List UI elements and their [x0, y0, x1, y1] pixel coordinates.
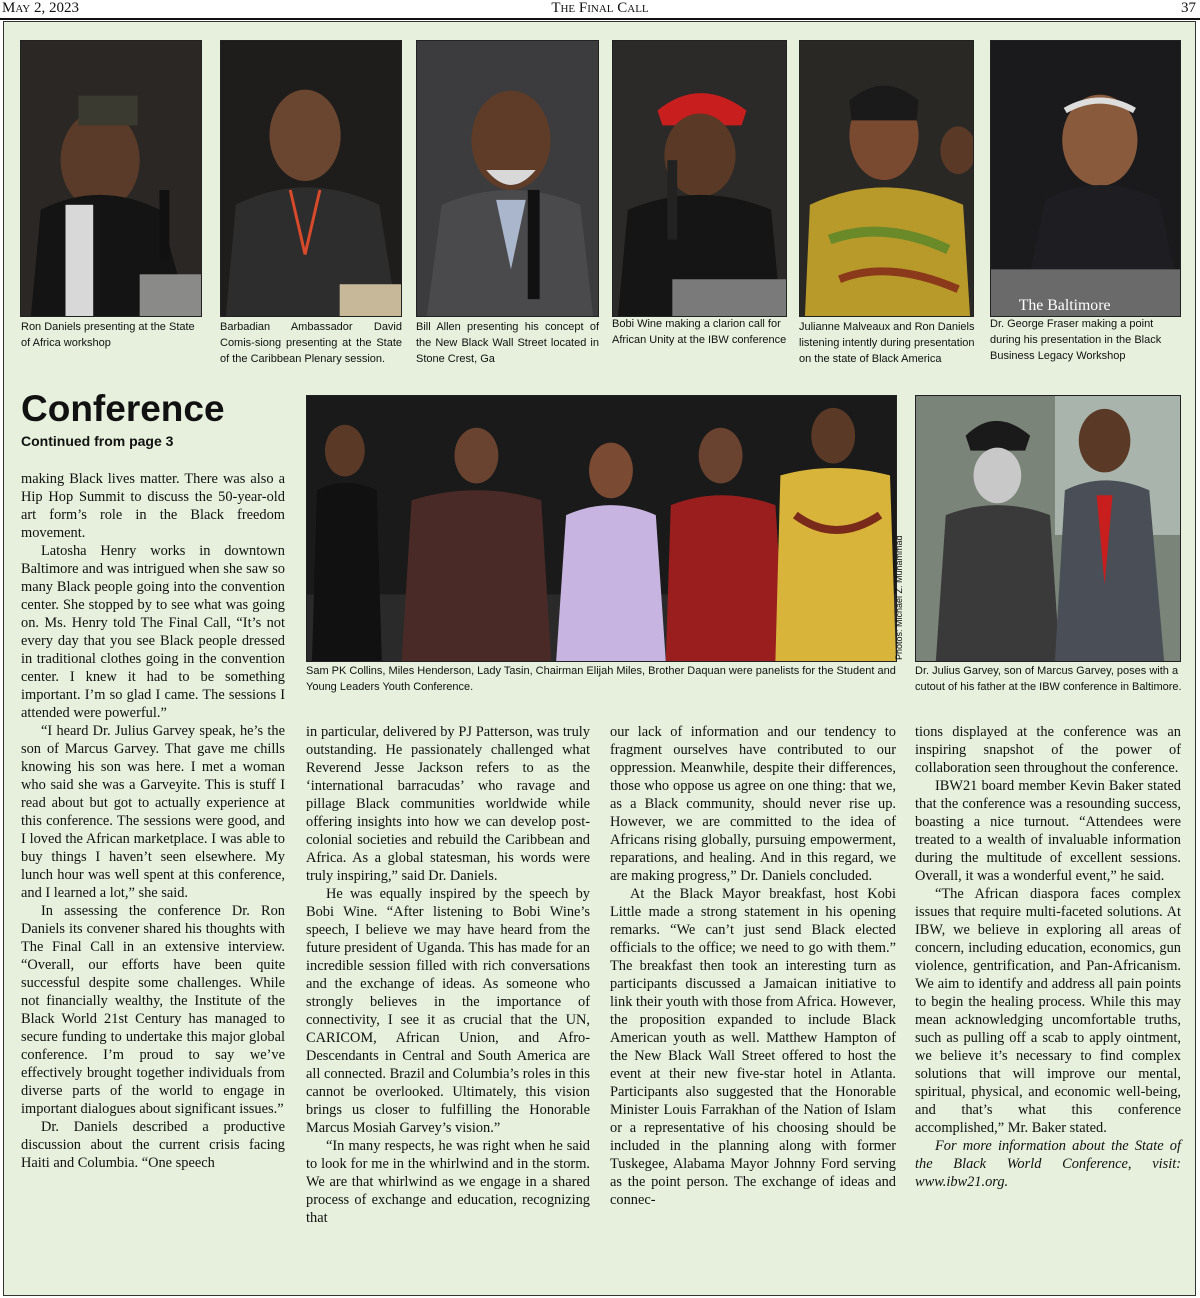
- photo-bobi-wine: [612, 40, 787, 317]
- more-info-note: For more information about the State of the Black World Conference, visit: www.ibw21.org.: [915, 1138, 1181, 1190]
- paragraph: in particular, delivered by PJ Patterson, was truly outstanding. He passionately challenged what Reverend Jesse Jackson refers to as the ‘international barracudas’ who ravage and pillage Black communities worldwide while offering insights into how we can develop post-colonial societies and rebuild the Caribbean and Africa. As a global statesman, his words were truly inspiring,” said Dr. Daniels.: [306, 724, 590, 884]
- caption-ron-daniels: Ron Daniels presenting at the State of Africa workshop: [21, 321, 195, 349]
- caption-youth-panelists: Sam PK Collins, Miles Henderson, Lady Tasin, Chairman Elijah Miles, Brother Daquan were panelists for the Student and Young Leaders Youth Conference.: [306, 665, 896, 693]
- podium-sign-text: The Baltimore: [1018, 297, 1111, 315]
- page-number: 37: [1181, 0, 1196, 16]
- photo-ron-daniels: [20, 40, 202, 317]
- paragraph: our lack of information and our tendency to fragment ourselves have contributed to our oppression. Meanwhile, despite their differences, those who oppose us agree on one thing: that we, as a Black community, should never rise up. However, we are committed to the idea of Africans rising globally, pursuing empowerment, reparations, and healing. And in this regard, we are making progress,” Dr. Daniels concluded.: [610, 724, 896, 884]
- photo-david-comissiong: [220, 40, 402, 317]
- photo-bill-allen: [416, 40, 599, 317]
- paragraph: In assessing the conference Dr. Ron Daniels its convener shared his thoughts with The Final Call in an extensive interview. “Overall, our efforts have been quite successful despite some challenges. While not financially wealthy, the Institute of the Black World 21st Century has managed to secure funding to undertake this major global conference. I’m proud to say we’ve effectively brought together individuals from diverse parts of the world to engage in important dialogues about significant issues.”: [21, 903, 285, 1117]
- paragraph: tions displayed at the conference was an inspiring snapshot of the power of collaboration seen throughout the conference.: [915, 724, 1181, 776]
- photo-george-fraser: [990, 40, 1181, 317]
- continued-from: Continued from page 3: [21, 433, 174, 449]
- caption-bill-allen: Bill Allen presenting his concept of the New Black Wall Street located in Stone Crest, Ga: [416, 321, 599, 365]
- issue-date: May 2, 2023: [2, 0, 79, 16]
- article-column-4: [915, 723, 1181, 1191]
- paragraph: He was equally inspired by the speech by Bobi Wine. “After listening to Bobi Wine’s speech, I believe we may have heard from the future president of Uganda. This has made for an incredible session filled with rich conversations and the exchange of ideas. As someone who strongly believes in the importance of connectivity, I see it as crucial that the UN, CARICOM, African Union, and Afro-Descendants in Central and South America are all connected. Brazil and Columbia’s roles in this cannot be overlooked. Ultimately, this vision brings us closer to fulfilling the Honorable Marcus Mosiah Garvey’s vision.”: [306, 886, 590, 1136]
- paragraph: Dr. Daniels described a productive discussion about the current crisis facing Haiti and Columbia. “One speech: [21, 1119, 285, 1171]
- caption-julianne-malveaux: Julianne Malveaux and Ron Daniels listening intently during presentation on the state of Black America: [799, 321, 975, 365]
- caption-bobi-wine: Bobi Wine making a clarion call for African Unity at the IBW conference: [612, 318, 787, 346]
- publication-name: The Final Call: [551, 0, 649, 16]
- article-headline: Conference: [21, 388, 225, 429]
- paragraph: Latosha Henry works in downtown Baltimore and was intrigued when she saw so many Black people going into the convention center. She stopped by to see what was going on. Ms. Henry told The Final Call, “It’s not every day that you see Black people dressed in traditional clothes going in the convention center. I knew it had to be something important. I’m so glad I came. The sessions I attended were powerful.”: [21, 543, 285, 721]
- caption-julius-garvey: Dr. Julius Garvey, son of Marcus Garvey, poses with a cutout of his father at the IBW conference in Baltimore.: [915, 665, 1182, 693]
- photo-julianne-malveaux: [799, 40, 974, 317]
- article-column-1: [21, 470, 285, 1172]
- paragraph: IBW21 board member Kevin Baker stated that the conference was a resounding success, boasting a nice turnout. “Attendees were treated to a wealth of invaluable information during the multitude of excellent sessions. Overall, it was a wonderful event,” he said.: [915, 778, 1181, 884]
- header-rule: [0, 18, 1200, 20]
- photo-julius-garvey: [915, 395, 1181, 662]
- paragraph: “I heard Dr. Julius Garvey speak, he’s the son of Marcus Garvey. That gave me chills knowing his son was here. I met a woman who said she was a Garveyite. This is stuff I read about but got to actually experience at this conference. The sessions were good, and I loved the African marketplace. I was able to buy things I haven’t seen elsewhere. My lunch hour was well spent at this conference, and I learned a lot,” she said.: [21, 723, 285, 901]
- paragraph: “In many respects, he was right when he said to look for me in the whirlwind and in the storm. We are that whirlwind as we engage in a shared process of exchange and education, recognizing that: [306, 1138, 590, 1226]
- article-column-2: [306, 723, 590, 1227]
- photo-credit: [893, 648, 905, 660]
- paragraph: At the Black Mayor breakfast, host Kobi Little made a strong statement in his opening remarks. “We can’t just send Black elected officials to the office; we need to go with them.” The breakfast then took an interesting turn as participants discussed a Jamaican initiative to link their youth with those from Africa. However, the proposition expanded to include Black American youth as well. Matthew Hampton of the New Black Wall Street offered to host the event at their new five-star hotel in Atlanta. Participants also suggested that the Honorable Minister Louis Farrakhan of the Nation of Islam or a representative of his choosing should be included in the planning along with former Tuskegee, Alabama Mayor Johnny Ford serving as the point person. The exchange of ideas and connec-: [610, 886, 896, 1208]
- page-header: [0, 0, 1200, 18]
- caption-george-fraser: Dr. George Fraser making a point during his presentation in the Black Business Legacy Workshop: [990, 318, 1162, 362]
- caption-david-comissiong: Barbadian Ambassador David Comis-siong presenting at the State of the Caribbean Plenary session.: [220, 321, 402, 365]
- photo-youth-panelists: [306, 395, 897, 662]
- paragraph: making Black lives matter. There was also a Hip Hop Summit to discuss the 50-year-old art form’s role in the Black freedom movement.: [21, 471, 285, 541]
- paragraph: “The African diaspora faces complex issues that require multi-faceted solutions. At IBW, we believe in exploring all areas of concern, including education, economics, gun violence, gentrification, and Pan-Africanism. We aim to identify and address all pain points to begin the healing process. While this may mean acknowledging uncomfortable truths, such as pulling off a scab to apply ointment, we believe it’s necessary to find complex solutions that will improve our mental, spiritual, physical, and economic well-being, and that’s what this conference accomplished,” Mr. Baker stated.: [915, 886, 1181, 1136]
- article-column-3: [610, 723, 896, 1209]
